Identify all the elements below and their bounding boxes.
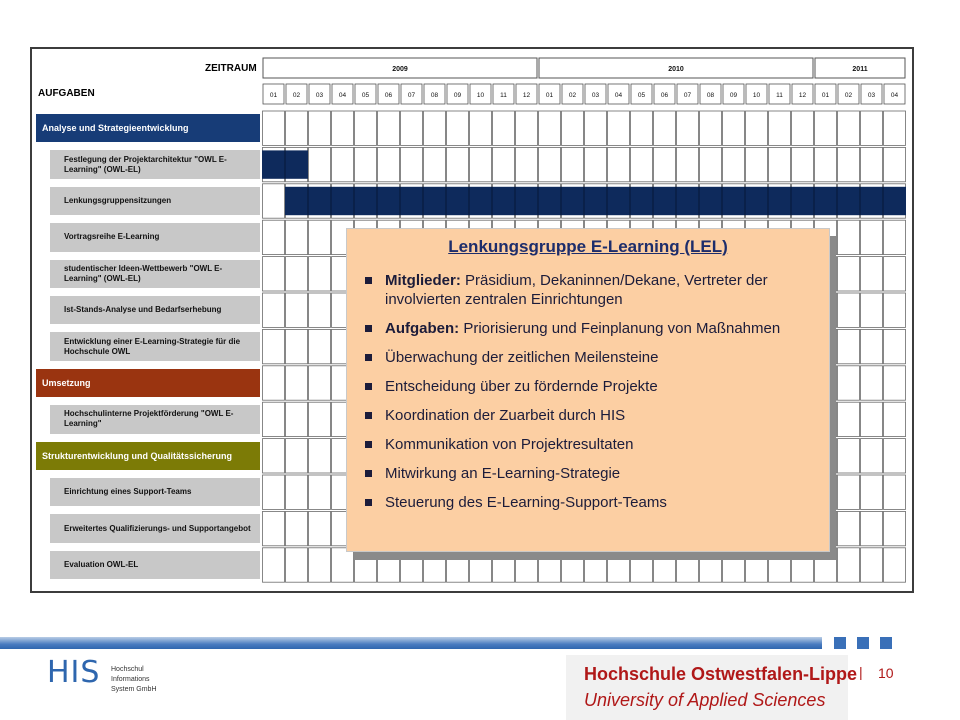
hs-subtitle: University of Applied Sciences xyxy=(584,690,826,710)
grid-cell xyxy=(815,111,837,145)
month-label: 01 xyxy=(821,92,830,99)
zeitraum-label: ZEITRAUM xyxy=(205,63,257,74)
grid-cell xyxy=(884,257,906,291)
grid-cell xyxy=(447,111,469,145)
grid-cell xyxy=(263,329,285,363)
grid-cell xyxy=(309,257,331,291)
grid-cell xyxy=(815,147,837,181)
grid-cell xyxy=(631,147,653,181)
grid-cell xyxy=(516,147,538,181)
popup-list xyxy=(347,271,829,512)
grid-cell xyxy=(700,111,722,145)
grid-cell xyxy=(861,329,883,363)
grid-cell xyxy=(723,147,745,181)
grid-cell xyxy=(884,439,906,473)
grid-cell xyxy=(309,293,331,327)
grid-cell xyxy=(286,511,308,545)
grid-cell xyxy=(263,111,285,145)
grid-cell xyxy=(861,402,883,436)
square-bullet-icon xyxy=(365,499,372,506)
grid-cell xyxy=(355,111,377,145)
month-label: 12 xyxy=(798,92,807,99)
month-label: 11 xyxy=(500,92,507,99)
grid-cell xyxy=(677,147,699,181)
grid-cell xyxy=(884,220,906,254)
task-item: Ist-Stands-Analyse und Bedarfserhebung xyxy=(50,296,260,324)
popup-item-text: Steuerung des E-Learning-Support-Teams xyxy=(385,494,667,511)
popup-title: Lenkungsgruppe E-Learning (LEL) xyxy=(448,237,728,256)
popup-item-key: Mitglieder: xyxy=(385,272,461,289)
month-label: 09 xyxy=(729,92,738,99)
page-separator: | xyxy=(859,664,863,680)
grid-cell xyxy=(838,402,860,436)
grid-cell xyxy=(884,293,906,327)
grid-cell xyxy=(884,111,906,145)
grid-cell xyxy=(861,111,883,145)
year-label: 2009 xyxy=(392,66,408,73)
month-label: 04 xyxy=(338,92,347,99)
grid-cell xyxy=(309,439,331,473)
page-number: 10 xyxy=(878,665,894,681)
grid-cell xyxy=(838,439,860,473)
his-sub-line: Informations xyxy=(111,676,150,683)
grid-cell xyxy=(309,220,331,254)
grid-cell xyxy=(861,548,883,582)
grid-cell xyxy=(309,366,331,400)
grid-cell xyxy=(723,111,745,145)
footer-dot xyxy=(857,637,869,649)
grid-cell xyxy=(654,147,676,181)
gantt-bar xyxy=(285,187,906,215)
task-item: Lenkungsgruppensitzungen xyxy=(50,187,260,215)
grid-cell xyxy=(286,329,308,363)
grid-cell xyxy=(769,147,791,181)
his-subtitle xyxy=(111,665,181,695)
popup-item-text: Präsidium, Dekaninnen/Dekane, Vertreter der involvierten zentralen Einrichtungen xyxy=(385,272,768,308)
grid-cell xyxy=(792,147,814,181)
grid-cell xyxy=(309,111,331,145)
month-label: 07 xyxy=(407,92,416,99)
grid-cell xyxy=(838,475,860,509)
grid-cell xyxy=(631,111,653,145)
month-label: 08 xyxy=(430,92,439,99)
grid-cell xyxy=(838,111,860,145)
square-bullet-icon xyxy=(365,354,372,361)
grid-cell xyxy=(424,147,446,181)
month-label: 03 xyxy=(867,92,876,99)
grid-cell xyxy=(838,257,860,291)
task-item: studentischer Ideen-Wettbewerb "OWL E-Learning" (OWL-EL) xyxy=(50,260,260,288)
grid-cell xyxy=(309,147,331,181)
grid-cell xyxy=(838,220,860,254)
popup-item-text: Überwachung der zeitlichen Meilensteine xyxy=(385,349,659,366)
grid-cell xyxy=(746,147,768,181)
grid-cell xyxy=(263,257,285,291)
grid-cell xyxy=(884,366,906,400)
month-label: 12 xyxy=(522,92,531,99)
grid-cell xyxy=(286,257,308,291)
grid-cell xyxy=(263,402,285,436)
grid-cell xyxy=(309,475,331,509)
grid-cell xyxy=(286,111,308,145)
lel-popup xyxy=(346,228,830,552)
his-logo-text: HIS xyxy=(47,655,101,690)
task-item: Hochschulinterne Projektförderung "OWL E-Learning" xyxy=(50,405,260,433)
task-section: Strukturentwicklung und Qualitätssicherung xyxy=(36,442,260,470)
month-label: 10 xyxy=(476,92,485,99)
square-bullet-icon xyxy=(365,470,372,477)
grid-cell xyxy=(470,111,492,145)
grid-cell xyxy=(585,111,607,145)
month-label: 11 xyxy=(776,92,783,99)
his-logo xyxy=(47,655,157,693)
square-bullet-icon xyxy=(365,325,372,332)
grid-cell xyxy=(861,439,883,473)
grid-cell xyxy=(861,220,883,254)
popup-item-key: Aufgaben: xyxy=(385,320,460,337)
grid-cell xyxy=(654,111,676,145)
grid-cell xyxy=(838,293,860,327)
popup-list-item xyxy=(365,319,817,338)
grid-cell xyxy=(838,548,860,582)
footer-bar xyxy=(0,637,822,649)
popup-item-text: Mitwirkung an E-Learning-Strategie xyxy=(385,465,621,482)
grid-cell xyxy=(263,366,285,400)
month-label: 02 xyxy=(844,92,853,99)
his-sub-line: Hochschul xyxy=(111,666,144,673)
popup-item-text: Priorisierung und Feinplanung von Maßnahmen xyxy=(459,320,781,337)
month-label: 02 xyxy=(292,92,301,99)
month-label: 06 xyxy=(384,92,393,99)
grid-cell xyxy=(332,147,354,181)
grid-cell xyxy=(838,147,860,181)
grid-cell xyxy=(861,475,883,509)
grid-cell xyxy=(263,439,285,473)
popup-list-item xyxy=(365,464,817,483)
grid-cell xyxy=(263,511,285,545)
popup-list-item xyxy=(365,435,817,454)
grid-cell xyxy=(539,111,561,145)
grid-cell xyxy=(332,548,354,582)
grid-cell xyxy=(401,147,423,181)
month-label: 09 xyxy=(453,92,462,99)
grid-cell xyxy=(309,548,331,582)
year-label: 2011 xyxy=(852,66,868,73)
month-label: 10 xyxy=(752,92,761,99)
grid-cell xyxy=(585,147,607,181)
month-label: 03 xyxy=(315,92,324,99)
grid-cell xyxy=(608,147,630,181)
grid-cell xyxy=(838,366,860,400)
task-item: Vortragsreihe E-Learning xyxy=(50,223,260,251)
month-label: 03 xyxy=(591,92,600,99)
grid-cell xyxy=(263,475,285,509)
task-item: Entwicklung einer E-Learning-Strategie für die Hochschule OWL xyxy=(50,332,260,360)
grid-cell xyxy=(286,293,308,327)
grid-cell xyxy=(263,293,285,327)
grid-cell xyxy=(378,147,400,181)
grid-cell xyxy=(861,257,883,291)
grid-cell xyxy=(286,439,308,473)
grid-cell xyxy=(355,147,377,181)
grid-cell xyxy=(539,147,561,181)
footer-dot xyxy=(880,637,892,649)
grid-cell xyxy=(861,511,883,545)
grid-cell xyxy=(286,366,308,400)
popup-list-item xyxy=(365,271,817,309)
grid-cell xyxy=(424,111,446,145)
month-label: 05 xyxy=(361,92,370,99)
square-bullet-icon xyxy=(365,383,372,390)
task-item: Evaluation OWL-EL xyxy=(50,551,260,579)
grid-cell xyxy=(838,511,860,545)
grid-cell xyxy=(263,220,285,254)
grid-cell xyxy=(493,111,515,145)
task-item: Einrichtung eines Support-Teams xyxy=(50,478,260,506)
popup-list-item xyxy=(365,406,817,425)
grid-cell xyxy=(884,402,906,436)
square-bullet-icon xyxy=(365,277,372,284)
grid-cell xyxy=(769,111,791,145)
month-label: 06 xyxy=(660,92,669,99)
footer-dot xyxy=(834,637,846,649)
grid-cell xyxy=(263,548,285,582)
task-section: Umsetzung xyxy=(36,369,260,397)
hs-name: Hochschule Ostwestfalen-Lippe xyxy=(584,664,858,684)
grid-cell xyxy=(309,402,331,436)
month-label: 01 xyxy=(269,92,278,99)
grid-cell xyxy=(884,147,906,181)
month-label: 04 xyxy=(614,92,623,99)
popup-list-item xyxy=(365,493,817,512)
grid-cell xyxy=(309,511,331,545)
grid-cell xyxy=(286,402,308,436)
his-sub-line: System GmbH xyxy=(111,686,157,693)
popup-list-item xyxy=(365,348,817,367)
grid-cell xyxy=(332,111,354,145)
grid-cell xyxy=(286,220,308,254)
popup-item-text: Entscheidung über zu fördernde Projekte xyxy=(385,378,658,395)
grid-cell xyxy=(884,548,906,582)
task-section: Analyse und Strategieentwicklung xyxy=(36,114,260,142)
grid-cell xyxy=(608,111,630,145)
task-item: Erweitertes Qualifizierungs- und Supportangebot xyxy=(50,514,260,542)
popup-item-text: Koordination der Zuarbeit durch HIS xyxy=(385,407,626,424)
month-label: 08 xyxy=(706,92,715,99)
grid-cell xyxy=(838,329,860,363)
popup-item-text: Kommunikation von Projektresultaten xyxy=(385,436,634,453)
square-bullet-icon xyxy=(365,441,372,448)
grid-cell xyxy=(286,548,308,582)
square-bullet-icon xyxy=(365,412,372,419)
year-label: 2010 xyxy=(668,66,684,73)
month-label: 01 xyxy=(545,92,554,99)
task-item: Festlegung der Projektarchitektur "OWL E-Learning" (OWL-EL) xyxy=(50,150,260,178)
grid-cell xyxy=(861,293,883,327)
grid-cell xyxy=(516,111,538,145)
month-label: 02 xyxy=(568,92,577,99)
month-label: 04 xyxy=(890,92,899,99)
grid-cell xyxy=(700,147,722,181)
grid-cell xyxy=(470,147,492,181)
grid-cell xyxy=(562,147,584,181)
grid-cell xyxy=(792,111,814,145)
grid-cell xyxy=(263,184,285,218)
grid-cell xyxy=(286,475,308,509)
popup-list-item xyxy=(365,377,817,396)
grid-cell xyxy=(884,475,906,509)
grid-cell xyxy=(861,147,883,181)
grid-cell xyxy=(401,111,423,145)
grid-cell xyxy=(378,111,400,145)
grid-cell xyxy=(493,147,515,181)
grid-cell xyxy=(746,111,768,145)
grid-cell xyxy=(447,147,469,181)
month-label: 07 xyxy=(683,92,692,99)
grid-cell xyxy=(309,329,331,363)
month-label: 05 xyxy=(637,92,646,99)
grid-cell xyxy=(884,329,906,363)
aufgaben-label: AUFGABEN xyxy=(38,88,95,99)
grid-cell xyxy=(884,511,906,545)
grid-cell xyxy=(562,111,584,145)
grid-cell xyxy=(677,111,699,145)
grid-cell xyxy=(861,366,883,400)
